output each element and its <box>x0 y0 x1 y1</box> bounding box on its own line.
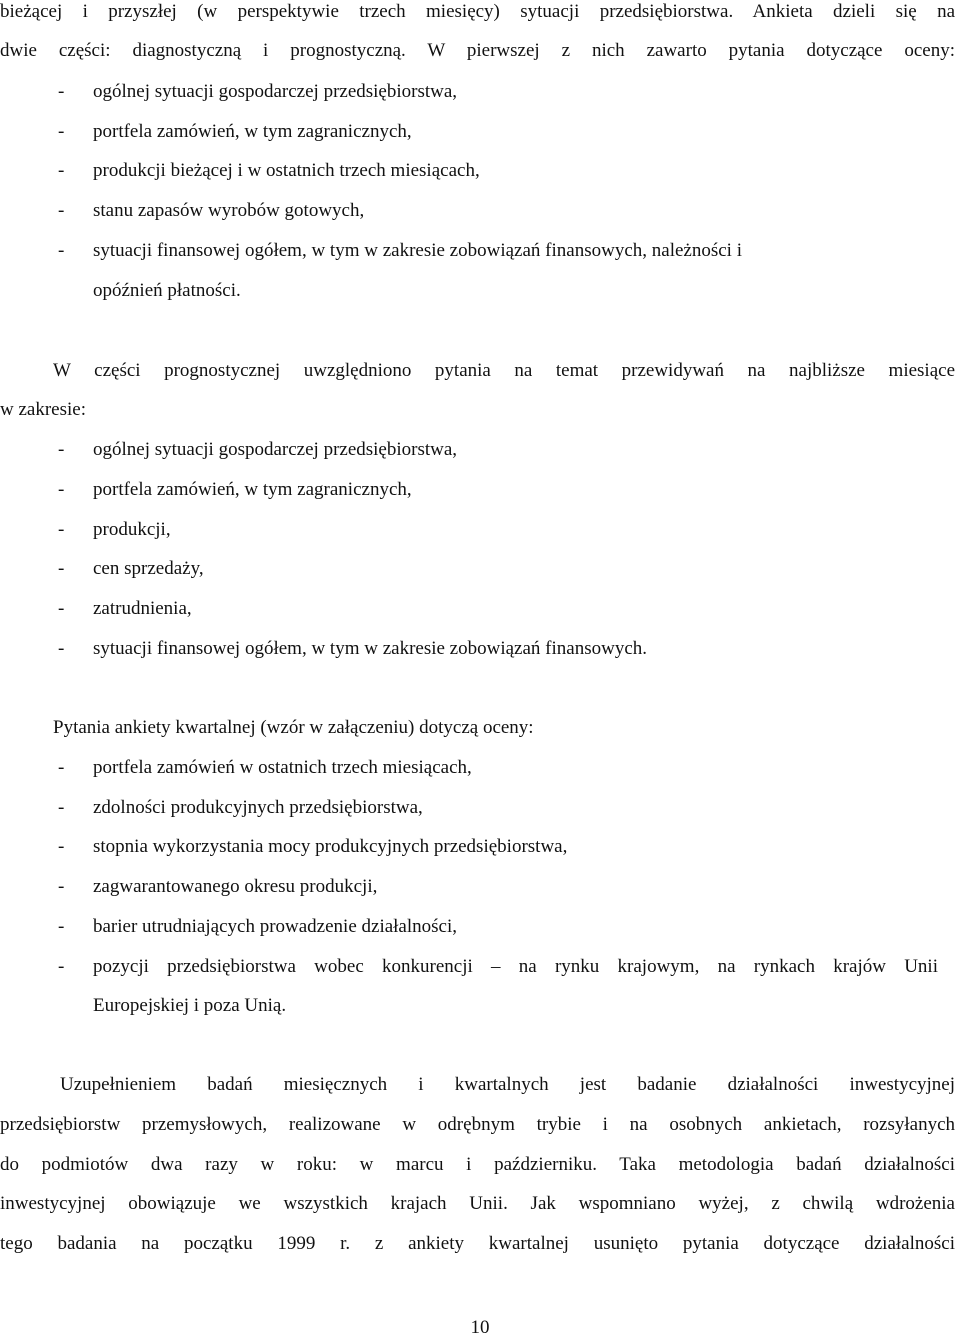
list-item-text: Europejskiej i poza Unią. <box>93 995 287 1016</box>
list-bullet: - <box>58 439 65 460</box>
list-item-text: stopnia wykorzystania mocy produkcyjnych przedsiębiorstwa, <box>93 836 568 857</box>
list-bullet: - <box>58 519 65 540</box>
list-bullet: - <box>58 121 65 142</box>
list-bullet: - <box>58 638 65 659</box>
list-item-text: sytuacji finansowej ogółem, w tym w zakresie zobowiązań finansowych. <box>93 638 648 659</box>
closing-line: tego badania na początku 1999 r. z ankiety kwartalnej usunięto pytania dotyczące działalności <box>0 1233 955 1254</box>
list-bullet: - <box>58 836 65 857</box>
list-item-text: opóźnień płatności. <box>93 280 241 301</box>
closing-line: przedsiębiorstw przemysłowych, realizowane w odrębnym trybie i na osobnych ankietach, rozsyłanych <box>0 1114 955 1135</box>
list-item-text: produkcji, <box>93 519 171 540</box>
list-item-text: portfela zamówień, w tym zagranicznych, <box>93 121 412 142</box>
page-number: 10 <box>470 1317 490 1338</box>
intro-line: dwie części: diagnostyczną i prognostyczną. W pierwszej z nich zawarto pytania dotyczące oceny: <box>0 40 955 61</box>
list-item-text: pozycji przedsiębiorstwa wobec konkurencji – na rynku krajowym, na rynkach krajów Unii <box>93 956 938 977</box>
prognostic-intro-line: W części prognostycznej uwzględniono pytania na temat przewidywań na najbliższe miesiące <box>53 360 955 381</box>
list-bullet: - <box>58 598 65 619</box>
list-item-text: ogólnej sytuacji gospodarczej przedsiębiorstwa, <box>93 439 458 460</box>
list-item-text: stanu zapasów wyrobów gotowych, <box>93 200 365 221</box>
list-item-text: produkcji bieżącej i w ostatnich trzech miesiącach, <box>93 160 480 181</box>
list-bullet: - <box>58 240 65 261</box>
list-item-text: zdolności produkcyjnych przedsiębiorstwa, <box>93 797 423 818</box>
list-item-text: portfela zamówień w ostatnich trzech miesiącach, <box>93 757 472 778</box>
list-item-text: zagwarantowanego okresu produkcji, <box>93 876 378 897</box>
intro-line: bieżącej i przyszłej (w perspektywie trzech miesięcy) sytuacji przedsiębiorstwa. Ankieta dzieli się na <box>0 1 955 22</box>
quarterly-intro: Pytania ankiety kwartalnej (wzór w załączeniu) dotyczą oceny: <box>53 717 534 738</box>
closing-line: Uzupełnieniem badań miesięcznych i kwartalnych jest badanie działalności inwestycyjnej <box>60 1074 955 1095</box>
closing-line: do podmiotów dwa razy w roku: w marcu i październiku. Taka metodologia badań działalności <box>0 1154 955 1175</box>
list-bullet: - <box>58 160 65 181</box>
list-item-text: portfela zamówień, w tym zagranicznych, <box>93 479 412 500</box>
prognostic-intro-line: w zakresie: <box>0 399 86 420</box>
list-bullet: - <box>58 757 65 778</box>
list-bullet: - <box>58 81 65 102</box>
closing-line: inwestycyjnej obowiązuje we wszystkich krajach Unii. Jak wspomniano wyżej, z chwilą wdrożenia <box>0 1193 955 1214</box>
list-bullet: - <box>58 558 65 579</box>
list-item-text: barier utrudniających prowadzenie działalności, <box>93 916 457 937</box>
list-bullet: - <box>58 797 65 818</box>
list-bullet: - <box>58 479 65 500</box>
list-bullet: - <box>58 876 65 897</box>
list-item-text: cen sprzedaży, <box>93 558 204 579</box>
list-bullet: - <box>58 916 65 937</box>
list-item-text: zatrudnienia, <box>93 598 192 619</box>
list-item-text: ogólnej sytuacji gospodarczej przedsiębiorstwa, <box>93 81 458 102</box>
list-item-text: sytuacji finansowej ogółem, w tym w zakresie zobowiązań finansowych, należności i <box>93 240 742 261</box>
list-bullet: - <box>58 200 65 221</box>
list-bullet: - <box>58 956 65 977</box>
